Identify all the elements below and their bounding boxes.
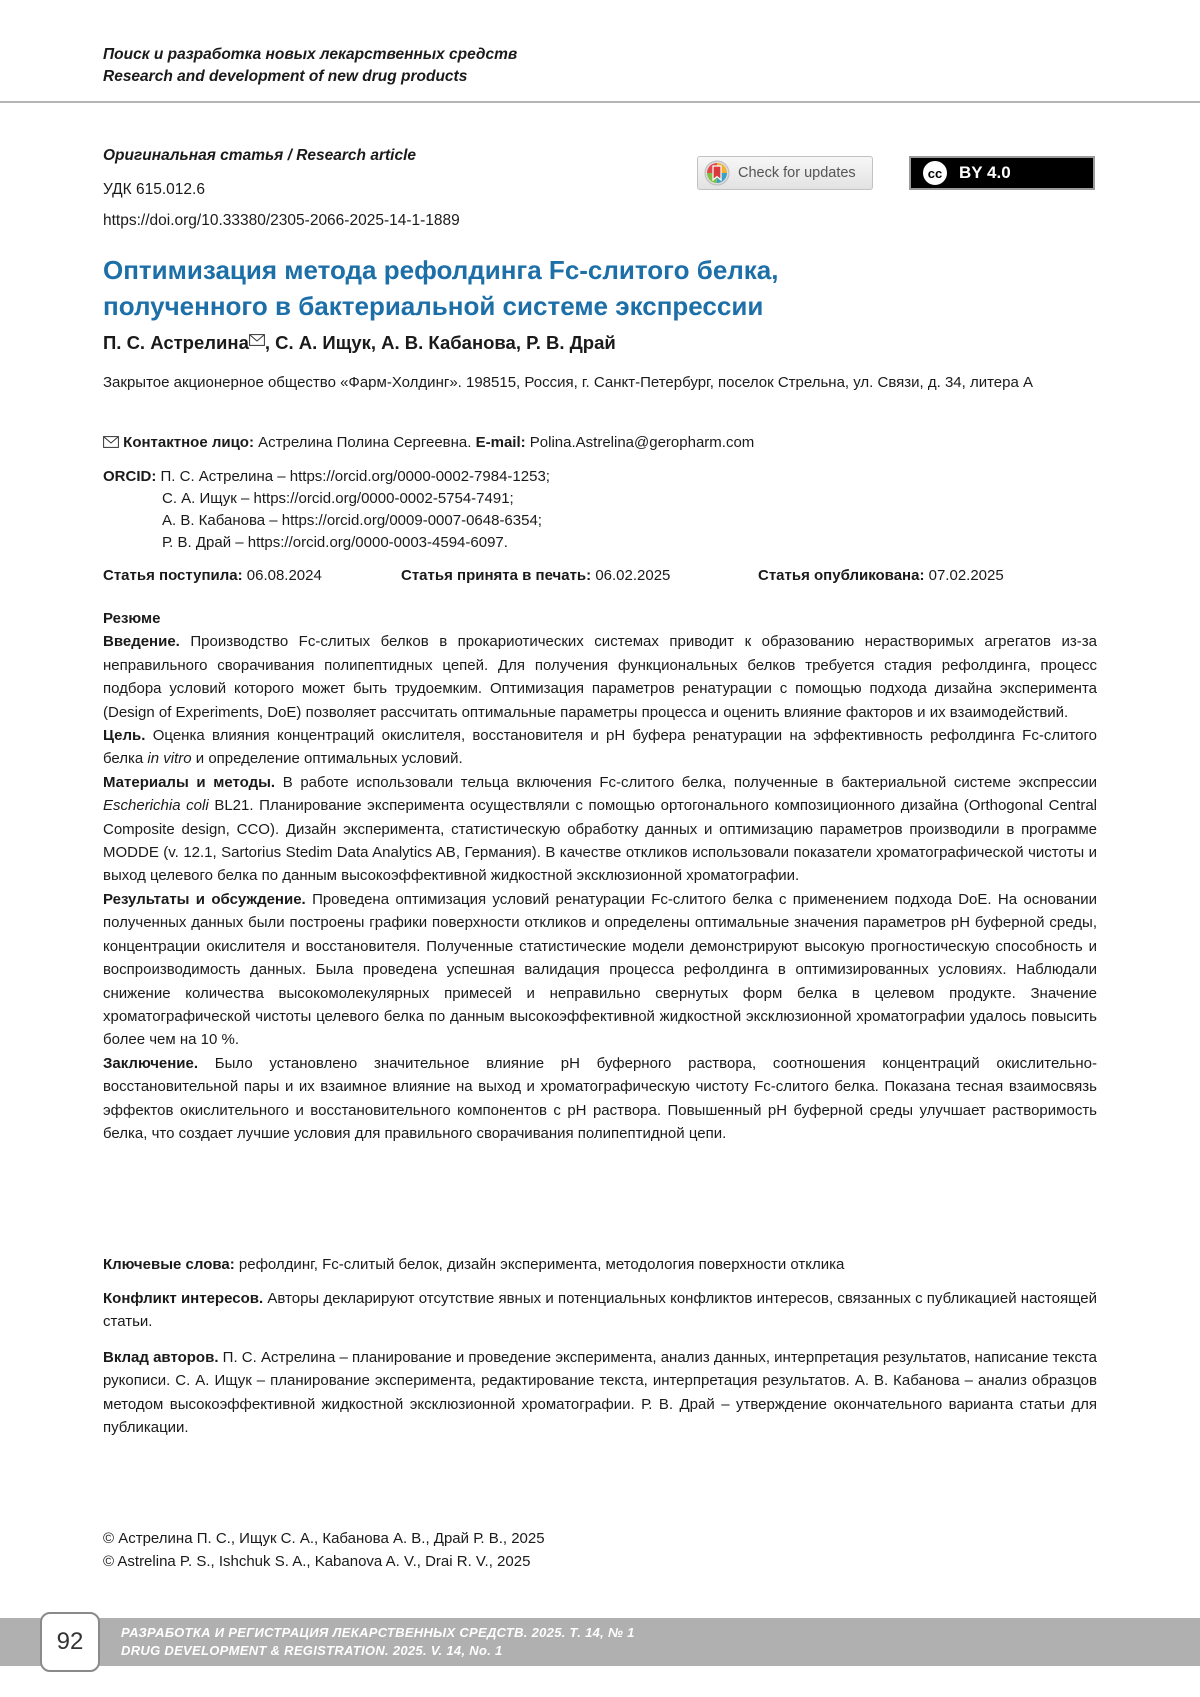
running-header	[103, 44, 517, 88]
journal-citation-en: DRUG DEVELOPMENT & REGISTRATION. 2025. V. 14, No. 1	[121, 1643, 503, 1658]
orcid-entry[interactable]: С. А. Ищук – https://orcid.org/0000-0002-5754-7491;	[162, 490, 514, 507]
crossmark-icon	[704, 160, 730, 186]
abstract-heading: Резюме	[103, 610, 161, 627]
abstract-methods: Материалы и методы. В работе использовали тельца включения Fc-слитого белка, полученные в бактериальной системе экспрессии Escherichia coli BL21. Планирование эксперимента осуществляли с помощью ортогонального композиционного дизайна (Orthogonal Central Composite design, CCO). Дизайн эксперимента, статистическую обработку данных и оптимизацию параметров производили в программе MODDE (v. 12.1, Sartorius Stedim Data Analytics AB, Германия). В качестве откликов использовали показатели хроматографической чистоты и выход целевого белка по данным высокоэффективной жидкостной эксклюзионной хроматографии.	[103, 773, 1098, 885]
doi-link[interactable]: https://doi.org/10.33380/2305-2066-2025-14-1-1889	[103, 212, 460, 229]
contact-email[interactable]: Polina.Astrelina@geropharm.com	[529, 434, 755, 451]
conflict-of-interest: Конфликт интересов. Авторы декларируют отсутствие явных и потенциальных конфликтов интересов, связанных с публикацией настоящей статьи.	[103, 1290, 1097, 1330]
orcid-entry[interactable]: А. В. Кабанова – https://orcid.org/0009-0007-0648-6354;	[162, 512, 542, 529]
author-contribution: Вклад авторов. П. С. Астрелина – планирование и проведение эксперимента, анализ данных, интерпретация результатов, написание текста рукописи. С. А. Ищук – планирование эксперимента, редактирование текста, интерпретация результатов. А. В. Кабанова – анализ образцов методом высокоэффективной жидкостной эксклюзионной хроматографии. Р. В. Драй – утверждение окончательного варианта статьи для публикации.	[103, 1349, 1097, 1437]
running-header-en: Research and development of new drug products	[103, 68, 468, 85]
date-received: Статья поступила: 06.08.2024	[103, 567, 322, 584]
orcid-label: ORCID:	[103, 468, 157, 485]
title-line-1: Оптимизация метода рефолдинга Fc-слитого белка,	[103, 255, 779, 285]
check-for-updates-label: Check for updates	[738, 165, 856, 181]
contact-name: Астрелина Полина Сергеевна.	[258, 434, 472, 451]
abstract-introduction: Введение. Производство Fc-слитых белков в прокариотических системах приводит к образованию нерастворимых агрегатов из-за неправильного сворачивания полипептидных цепей. Для получения функциональных белков требуется стадия рефолдинга, процесс подбора условий которого может быть трудоемким. Оптимизация параметров ренатурации с помощью подхода дизайна эксперимента (Design of Experiments, DoE) позволяет рассчитать оптимальные параметры процесса и оценить влияние факторов и их взаимодействий.	[103, 633, 1097, 721]
orcid-block	[103, 466, 550, 554]
date-accepted: Статья принята в печать: 06.02.2025	[401, 567, 671, 584]
author-first: П. С. Астрелина	[103, 332, 249, 353]
journal-citation	[121, 1624, 635, 1660]
article-type: Оригинальная статья / Research article	[103, 147, 416, 164]
abstract	[103, 607, 1097, 1145]
keywords: Ключевые слова: рефолдинг, Fc-слитый белок, дизайн эксперимента, методология поверхности отклика	[103, 1256, 845, 1273]
orcid-entry[interactable]: П. С. Астрелина – https://orcid.org/0000-0002-7984-1253;	[160, 468, 550, 485]
license-label: BY 4.0	[959, 163, 1011, 182]
journal-citation-ru: РАЗРАБОТКА И РЕГИСТРАЦИЯ ЛЕКАРСТВЕННЫХ СРЕДСТВ. 2025. Т. 14, № 1	[121, 1625, 635, 1640]
copyright	[103, 1527, 545, 1573]
page-number: 92	[40, 1612, 100, 1672]
abstract-results: Результаты и обсуждение. Проведена оптимизация условий ренатурации Fc-слитого белка с применением подхода DoE. На основании полученных данных были построены графики поверхности откликов и определены оптимальные значения параметров pH буферной среды, концентрации окислителя и восстановителя. Полученные статистические модели демонстрируют высокую прогностическую способность и воспроизводимость данных. Была проведена успешная валидация процесса рефолдинга в оптимизированных условиях. Наблюдали снижение количества высокомолекулярных примесей и неправильно свернутых форм белка в целевом продукте. Значение хроматографической чистоты целевого белка по данным высокоэффективной жидкостной эксклюзионной хроматографии удалось повысить более чем на 10 %.	[103, 890, 1098, 1049]
envelope-icon	[103, 436, 119, 448]
contact-label: Контактное лицо:	[123, 434, 254, 451]
running-header-ru: Поиск и разработка новых лекарственных средств	[103, 46, 518, 63]
author-list	[103, 332, 616, 354]
author-rest: , С. А. Ищук, А. В. Кабанова, Р. В. Драй	[264, 332, 616, 353]
mail-icon	[249, 334, 265, 346]
affiliation: Закрытое акционерное общество «Фарм-Холдинг». 198515, Россия, г. Санкт-Петербург, поселок Стрельна, ул. Связи, д. 34, литера А	[103, 374, 1033, 391]
email-label: E-mail:	[475, 434, 526, 451]
article-title	[103, 252, 1103, 324]
creative-commons-icon: cc	[921, 159, 949, 187]
check-for-updates-button[interactable]	[697, 156, 873, 190]
header-divider	[0, 101, 1200, 103]
copyright-ru: © Астрелина П. С., Ищук С. А., Кабанова А. В., Драй Р. В., 2025	[103, 1530, 545, 1547]
title-line-2: полученного в бактериальной системе экспрессии	[103, 291, 764, 321]
abstract-aim: Цель. Оценка влияния концентраций окислителя, восстановителя и pH буфера ренатурации на эффективность рефолдинга Fc-слитого белка in vitro и определение оптимальных условий.	[103, 727, 1097, 768]
date-published: Статья опубликована: 07.02.2025	[758, 567, 1004, 584]
cc-license-badge[interactable]	[909, 156, 1095, 190]
copyright-en: © Astrelina P. S., Ishchuk S. A., Kabanova A. V., Drai R. V., 2025	[103, 1553, 531, 1570]
abstract-conclusion: Заключение. Было установлено значительное влияние pH буферного раствора, соотношения концентраций окислительно-восстановительной пары и их взаимное влияние на выход и хроматографическую чистоту Fc-слитого белка. Показана тесная взаимосвязь эффектов окислительного и восстановительного компонентов с pH раствора. Повышенный pH буферной среды улучшает растворимость белка, что создает лучшие условия для правильного сворачивания полипептидной цепи.	[103, 1054, 1097, 1142]
udk-code: УДК 615.012.6	[103, 181, 205, 198]
contact-line	[103, 432, 754, 454]
orcid-entry[interactable]: Р. В. Драй – https://orcid.org/0000-0003-4594-6097.	[162, 534, 508, 551]
